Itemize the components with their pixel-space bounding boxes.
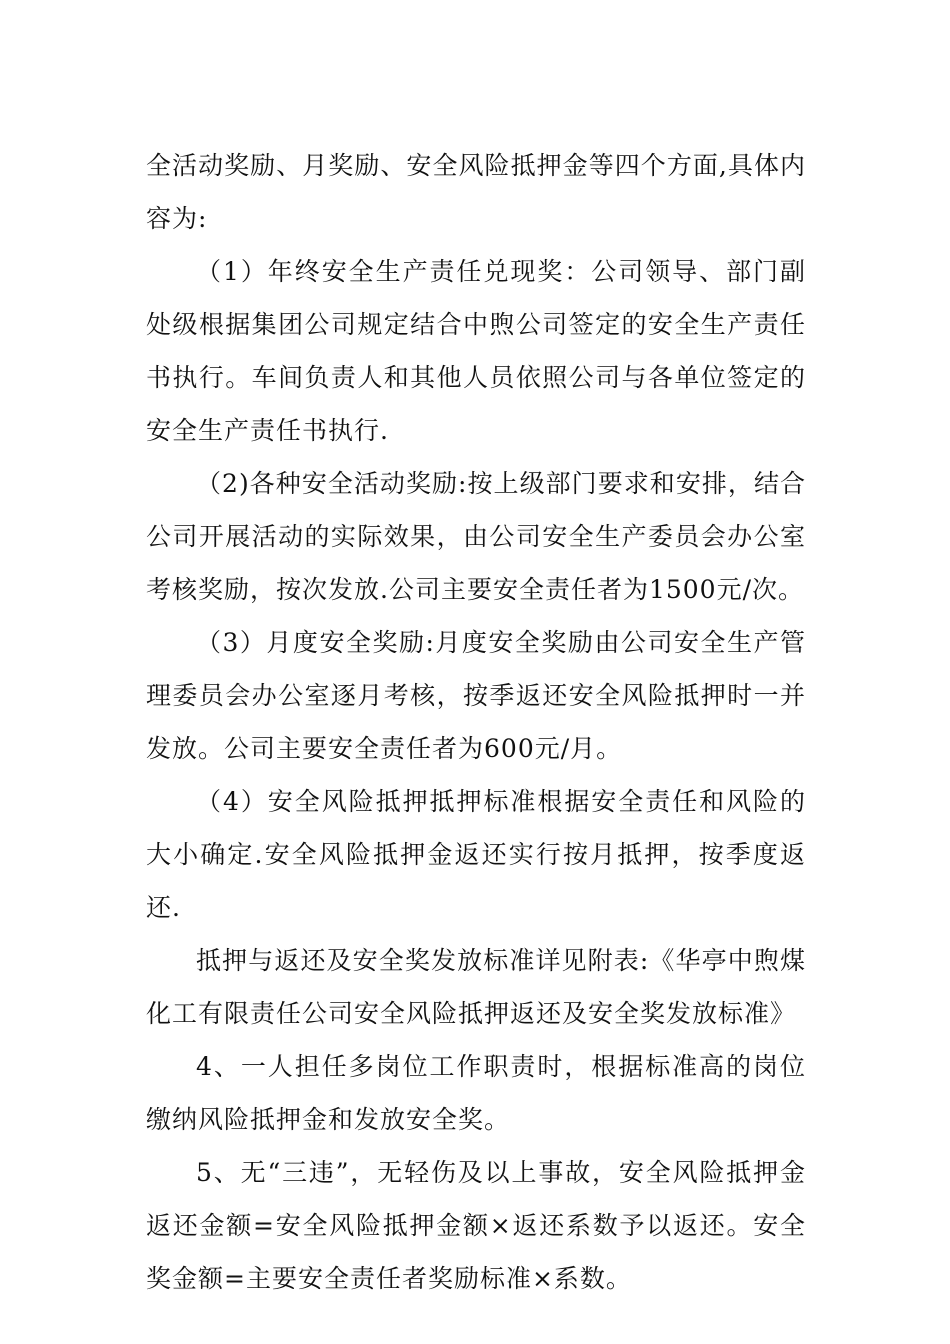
- paragraph-appendix-reference: 抵押与返还及安全奖发放标准详见附表:《华亭中煦煤化工有限责任公司安全风险抵押返还及安全奖发放标准》: [146, 946, 806, 1028]
- paragraph-item-3-monthly-award: （3）月度安全奖励:月度安全奖励由公司安全生产管理委员会办公室逐月考核，按季返还安全风险抵押时一并发放。公司主要安全责任者为600元/月。: [146, 628, 806, 763]
- paragraph-item-2-activity-award: （2)各种安全活动奖励:按上级部门要求和安排，结合公司开展活动的实际效果，由公司安全生产委员会办公室考核奖励，按次发放.公司主要安全责任者为1500元/次。: [146, 469, 806, 604]
- paragraph-item-1-year-end-award: （1）年终安全生产责任兑现奖：公司领导、部门副处级根据集团公司规定结合中煦公司签定的安全生产责任书执行。车间负责人和其他人员依照公司与各单位签定的安全生产责任书执行.: [146, 257, 806, 445]
- paragraph-item-4-risk-deposit: （4）安全风险抵押抵押标准根据安全责任和风险的大小确定.安全风险抵押金返还实行按月抵押，按季度返还.: [146, 787, 806, 922]
- paragraph-continuation: 全活动奖励、月奖励、安全风险抵押金等四个方面,具体内容为:: [146, 151, 806, 233]
- document-body: [146, 139, 806, 1305]
- paragraph-section-4-multiple-posts: 4、一人担任多岗位工作职责时，根据标准高的岗位缴纳风险抵押金和发放安全奖。: [146, 1052, 806, 1134]
- paragraph-section-5-return-formula: 5、无“三违”，无轻伤及以上事故，安全风险抵押金返还金额=安全风险抵押金额×返还系数予以返还。安全奖金额=主要安全责任者奖励标准×系数。: [146, 1158, 806, 1293]
